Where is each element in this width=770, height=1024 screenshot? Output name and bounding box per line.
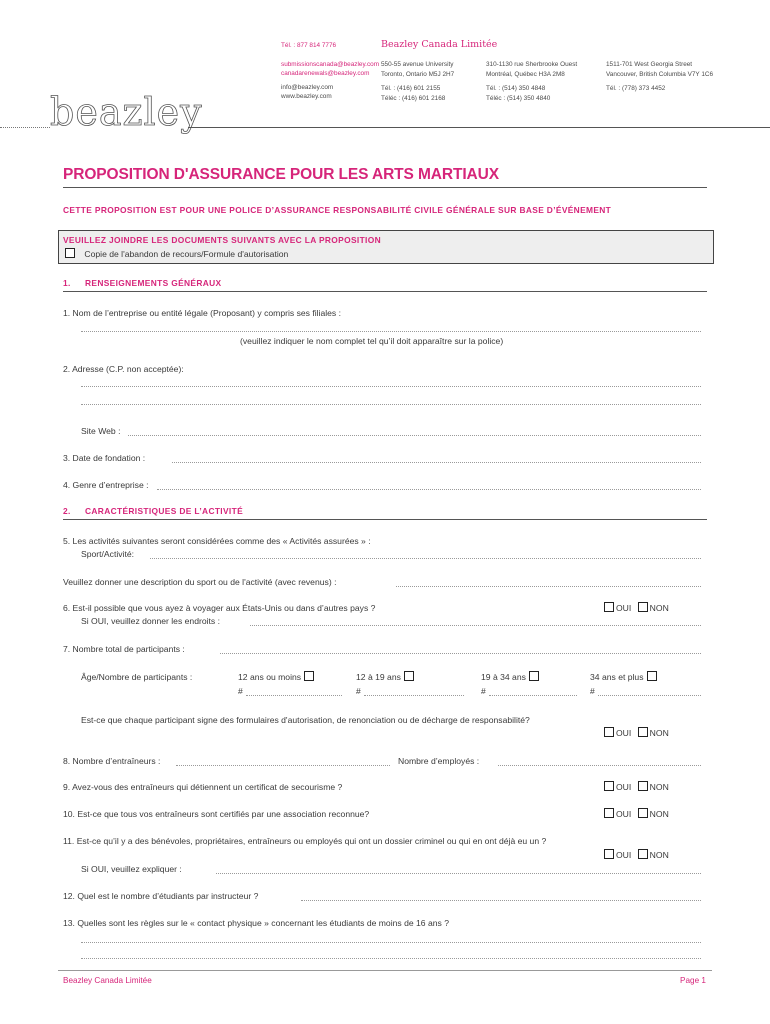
section2-number: 2. xyxy=(63,506,71,516)
q10-no-label: NON xyxy=(649,809,669,819)
office-toronto: 550-55 avenue University Toronto, Ontario M5J 2H7 Tél. : (416) 601 2155 Téléc : (416) 601 2168 xyxy=(381,61,455,102)
age-group-3-checkbox[interactable] xyxy=(529,671,539,681)
info-email[interactable]: info@beazley.com xyxy=(281,84,334,91)
header-rule-left xyxy=(0,127,50,128)
waiver-copy-checkbox[interactable] xyxy=(65,248,75,258)
office-vancouver: 1511-701 West Georgia Street Vancouver, British Columbia V7Y 1C6 Tél. : (778) 373 4452 xyxy=(606,61,714,92)
q6-no-checkbox[interactable] xyxy=(638,602,648,612)
attach-item xyxy=(65,248,288,259)
contact-rules-input-2[interactable] xyxy=(81,958,701,959)
waiver-question: Est-ce que chaque participant signe des formulaires d'autorisation, de renonciation ou de décharge de responsabilité? xyxy=(81,715,530,725)
q9-no-label: NON xyxy=(649,782,669,792)
employees-count-input[interactable] xyxy=(498,765,701,766)
age-group-1-checkbox[interactable] xyxy=(304,671,314,681)
submissions-email[interactable]: submissionscanada@beazley.com xyxy=(281,61,380,68)
q11-options xyxy=(601,849,669,860)
sport-activity-input[interactable] xyxy=(150,558,701,559)
q12-label: 12. Quel est le nombre d’étudiants par instructeur ? xyxy=(63,891,259,901)
website-label: Site Web : xyxy=(81,426,121,436)
website-input[interactable] xyxy=(128,435,701,436)
q1-label: 1. Nom de l’entreprise ou entité légale (Proposant) y compris ses filiales : xyxy=(63,308,341,318)
criminal-record-explain-input[interactable] xyxy=(216,873,701,874)
tollfree-phone: Tél. : 877 814 7776 xyxy=(281,42,337,49)
waiver-no-checkbox[interactable] xyxy=(638,727,648,737)
q10-label: 10. Est-ce que tous vos entraîneurs sont certifiés par une association reconnue? xyxy=(63,809,370,819)
q11-yes-checkbox[interactable] xyxy=(604,849,614,859)
q6-yes-label: OUI xyxy=(616,603,632,613)
q6-label: 6. Est-il possible que vous ayez à voyager aux États-Unis ou dans d’autres pays ? xyxy=(63,603,376,613)
footer-page-number: Page 1 xyxy=(680,976,706,985)
q6-no-label: NON xyxy=(649,603,669,613)
age-group-3-label: 19 à 34 ans xyxy=(481,672,526,682)
founding-date-input[interactable] xyxy=(172,462,701,463)
q10-no-checkbox[interactable] xyxy=(638,808,648,818)
age-group-1-label: 12 ans ou moins xyxy=(238,672,302,682)
q7-label: 7. Nombre total de participants : xyxy=(63,644,185,654)
age-group-4-count-input[interactable] xyxy=(598,695,701,696)
beazley-logo: beazley xyxy=(50,90,203,134)
q6-options xyxy=(601,602,669,613)
section1-rule xyxy=(63,291,707,292)
website-link[interactable]: www.beazley.com xyxy=(281,93,332,100)
q10-options xyxy=(601,808,669,819)
age-group-1-count-input[interactable] xyxy=(246,695,342,696)
students-per-instructor-input[interactable] xyxy=(301,900,701,901)
employees-label: Nombre d’employés : xyxy=(398,756,480,766)
header-rule xyxy=(188,127,770,128)
waiver-options xyxy=(601,727,669,738)
footer-rule xyxy=(58,970,712,971)
description-input[interactable] xyxy=(396,586,701,587)
q9-yes-checkbox[interactable] xyxy=(604,781,614,791)
section1-number: 1. xyxy=(63,278,71,288)
age-group-4 xyxy=(590,671,657,682)
page-title: PROPOSITION D'ASSURANCE POUR LES ARTS MARTIAUX xyxy=(63,166,499,183)
q11-sub-label: Si OUI, veuillez expliquer : xyxy=(81,864,182,874)
page-subtitle: CETTE PROPOSITION EST POUR UNE POLICE D’ASSURANCE RESPONSABILITÉ CIVILE GÉNÉRALE SUR BASE D’ÉVÉNEMENT xyxy=(63,205,612,215)
q6-yes-checkbox[interactable] xyxy=(604,602,614,612)
q1-input[interactable] xyxy=(81,331,701,332)
company-name: Beazley Canada Limitée xyxy=(381,39,498,50)
q4-label: 4. Genre d’entreprise : xyxy=(63,480,149,490)
q2-label: 2. Adresse (C.P. non acceptée): xyxy=(63,364,184,374)
age-group-4-checkbox[interactable] xyxy=(647,671,657,681)
q11-no-label: NON xyxy=(649,850,669,860)
q11-no-checkbox[interactable] xyxy=(638,849,648,859)
travel-locations-input[interactable] xyxy=(250,625,701,626)
age-group-2-hash: # xyxy=(356,686,361,696)
q9-yes-label: OUI xyxy=(616,782,632,792)
q6-sub-label: Si OUI, veuillez donner les endroits : xyxy=(81,616,220,626)
waiver-yes-checkbox[interactable] xyxy=(604,727,614,737)
section1-title: RENSEIGNEMENTS GÉNÉRAUX xyxy=(85,278,222,288)
q9-no-checkbox[interactable] xyxy=(638,781,648,791)
age-group-4-hash: # xyxy=(590,686,595,696)
q11-label: 11. Est-ce qu’il y a des bénévoles, propriétaires, entraîneurs ou employés qui ont un dossier criminel ou qui en ont déjà eu un ? xyxy=(63,836,547,846)
trainers-count-input[interactable] xyxy=(176,765,390,766)
title-rule xyxy=(63,187,707,188)
q10-yes-label: OUI xyxy=(616,809,632,819)
renewals-email[interactable]: canadarenewals@beazley.com xyxy=(281,70,370,77)
section2-title: CARACTÉRISTIQUES DE L’ACTIVITÉ xyxy=(85,506,244,516)
q8-label: 8. Nombre d’entraîneurs : xyxy=(63,756,161,766)
q9-options xyxy=(601,781,669,792)
contact-rules-input-1[interactable] xyxy=(81,942,701,943)
q11-yes-label: OUI xyxy=(616,850,632,860)
address-input-1[interactable] xyxy=(81,386,701,387)
age-group-2-checkbox[interactable] xyxy=(404,671,414,681)
q5-label: 5. Les activités suivantes seront considérées comme des « Activités assurées » : xyxy=(63,536,371,546)
address-input-2[interactable] xyxy=(81,404,701,405)
attach-heading: VEUILLEZ JOINDRE LES DOCUMENTS SUIVANTS AVEC LA PROPOSITION xyxy=(63,235,381,245)
age-group-3-hash: # xyxy=(481,686,486,696)
age-label: Âge/Nombre de participants : xyxy=(81,672,193,682)
description-label: Veuillez donner une description du sport ou de l'activité (avec revenus) : xyxy=(63,577,337,587)
age-group-4-label: 34 ans et plus xyxy=(590,672,644,682)
q9-label: 9. Avez-vous des entraîneurs qui détiennent un certificat de secourisme ? xyxy=(63,782,343,792)
section2-rule xyxy=(63,519,707,520)
waiver-yes-label: OUI xyxy=(616,728,632,738)
business-type-input[interactable] xyxy=(157,489,701,490)
age-group-2-count-input[interactable] xyxy=(364,695,464,696)
office-montreal: 310-1130 rue Sherbrooke Ouest Montréal, Québec H3A 2M8 Tél. : (514) 350 4848 Téléc : (514) 350 4840 xyxy=(486,61,578,102)
age-group-2 xyxy=(356,671,414,682)
waiver-no-label: NON xyxy=(649,728,669,738)
age-group-2-label: 12 à 19 ans xyxy=(356,672,401,682)
attach-item-label: Copie de l'abandon de recours/Formule d'autorisation xyxy=(84,249,289,259)
age-group-1-hash: # xyxy=(238,686,243,696)
age-group-3-count-input[interactable] xyxy=(489,695,577,696)
age-group-3 xyxy=(481,671,539,682)
total-participants-input[interactable] xyxy=(220,653,701,654)
q3-label: 3. Date de fondation : xyxy=(63,453,146,463)
q1-note: (veuillez indiquer le nom complet tel qu’il doit apparaître sur la police) xyxy=(240,336,504,346)
age-group-1 xyxy=(238,671,314,682)
q10-yes-checkbox[interactable] xyxy=(604,808,614,818)
q13-label: 13. Quelles sont les règles sur le « contact physique » concernant les étudiants de moins de 16 ans ? xyxy=(63,918,449,928)
footer-company: Beazley Canada Limitée xyxy=(63,976,152,985)
q5-sub-label: Sport/Activité: xyxy=(81,549,135,559)
